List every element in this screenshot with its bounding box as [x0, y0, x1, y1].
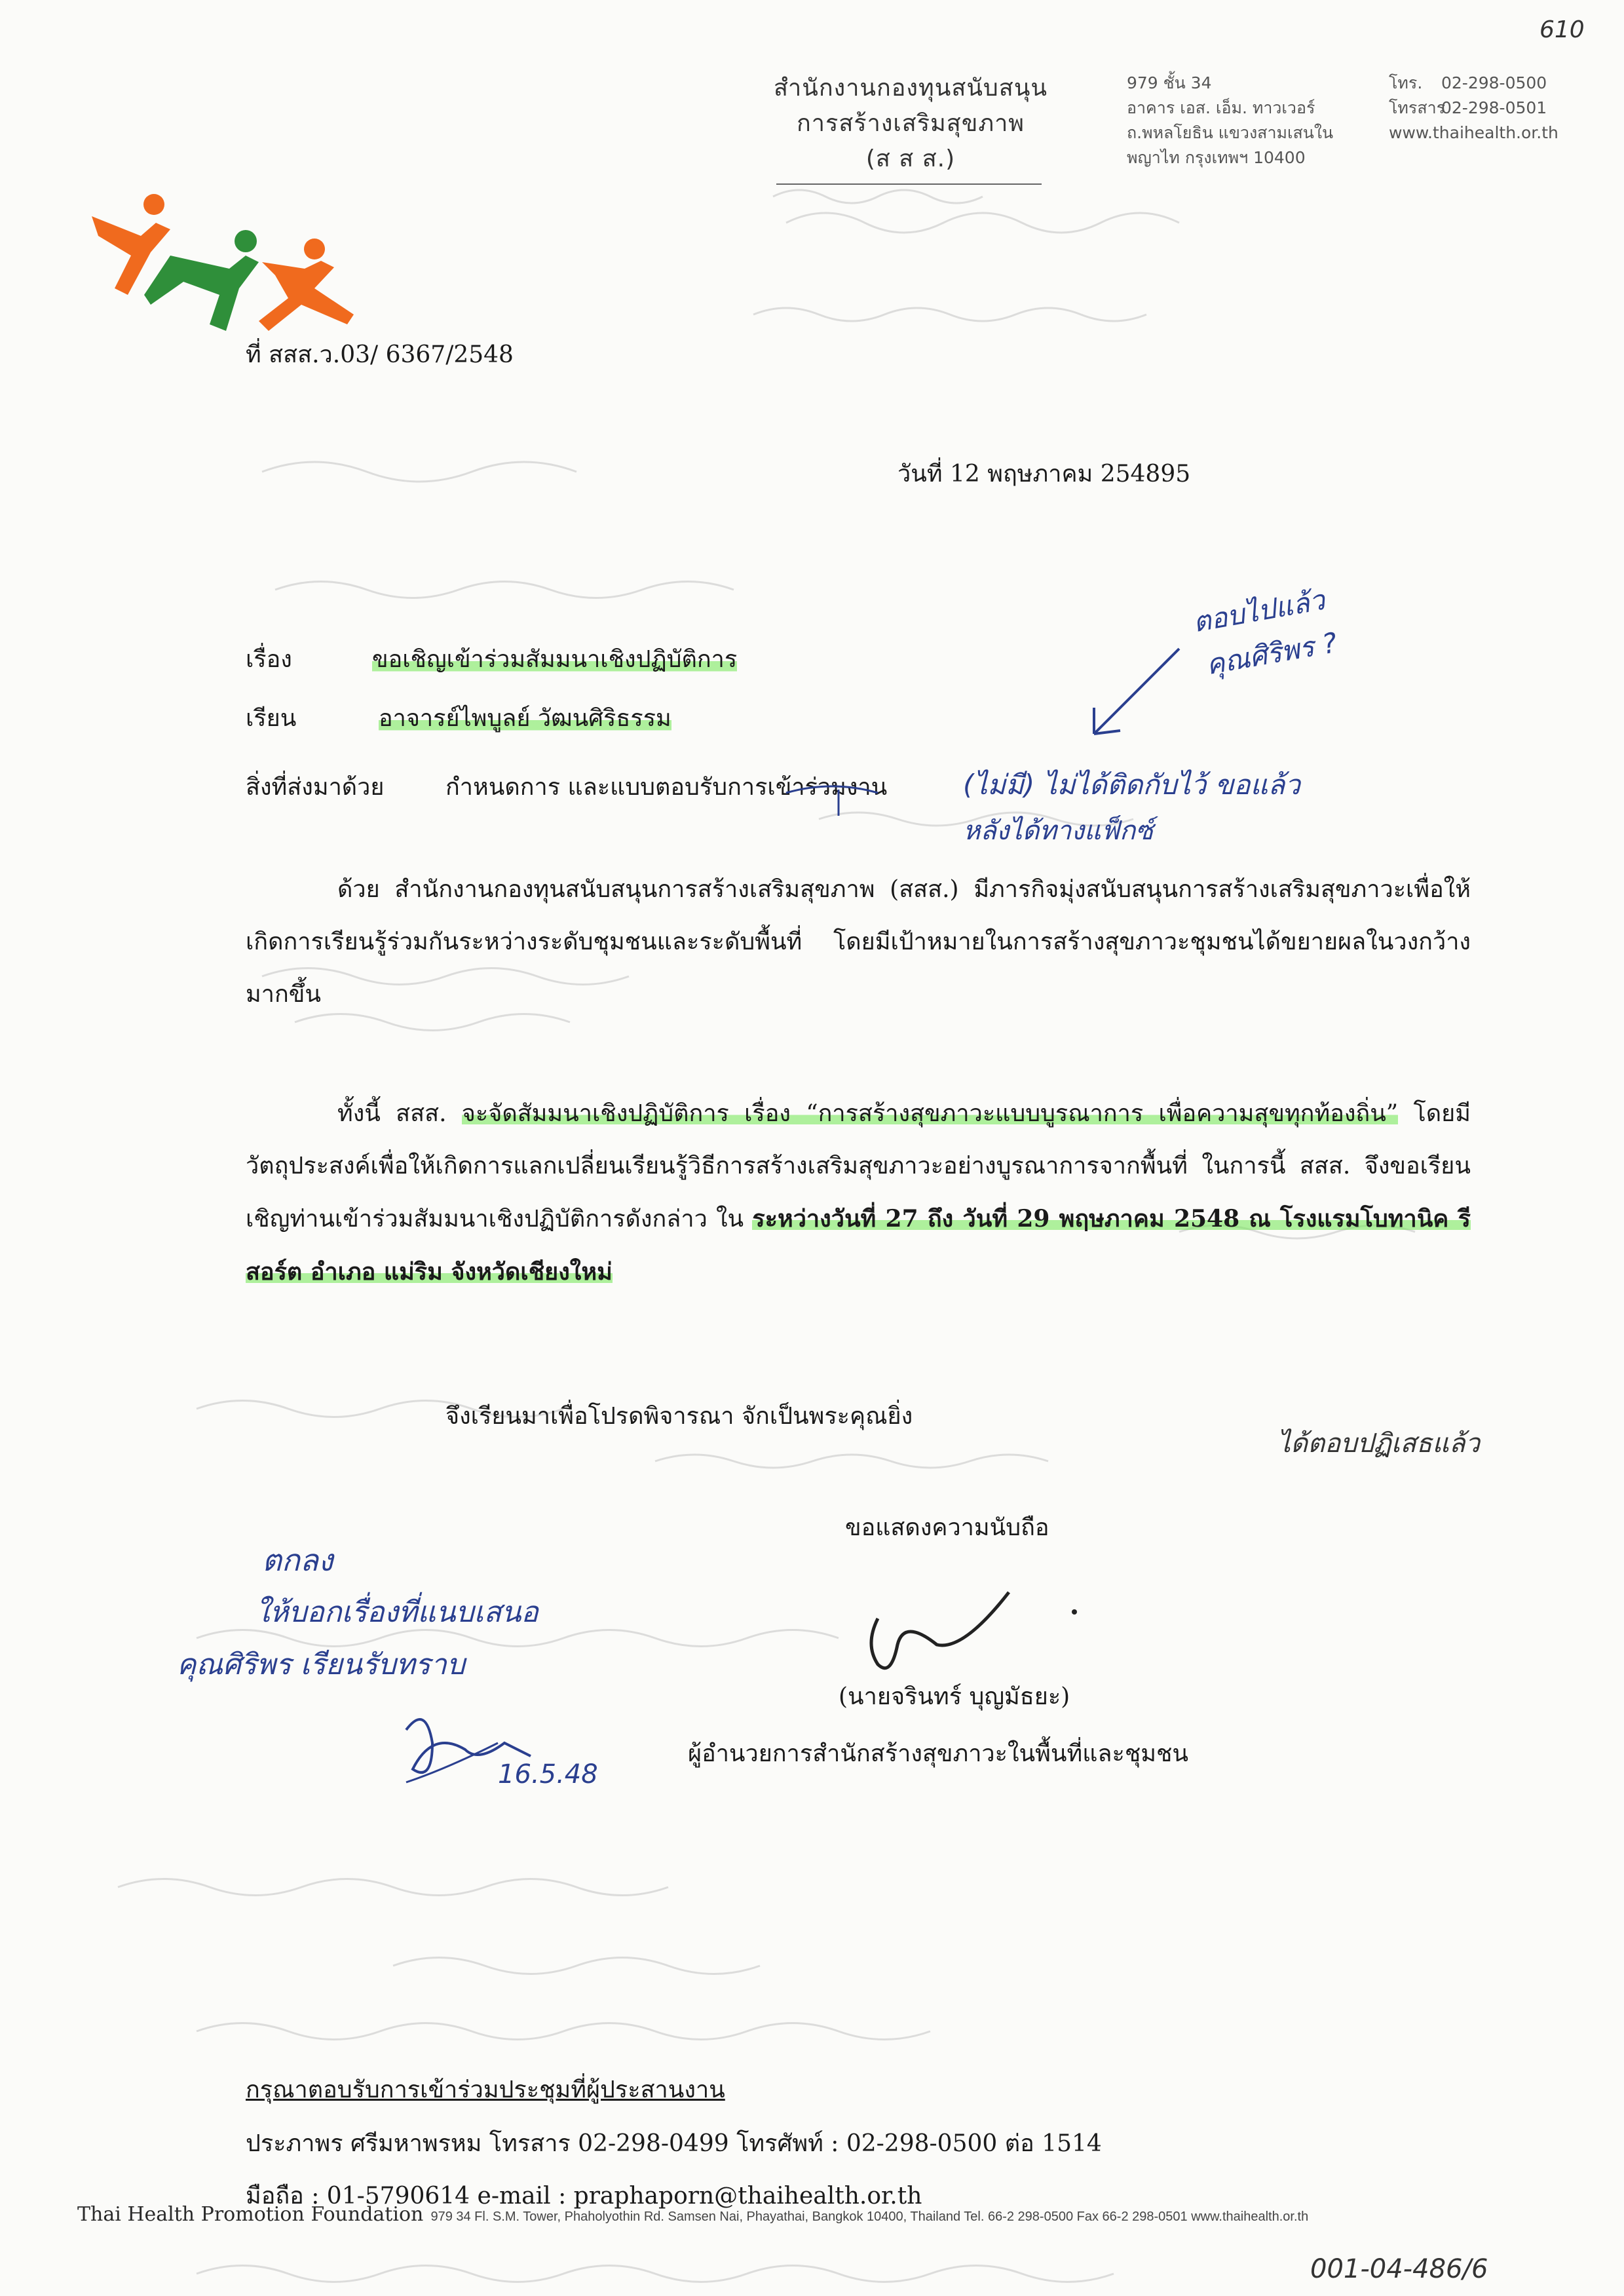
para2-purpose: โดยมีวัตถุประสงค์เพื่อให้เกิดการแลกเปลี่ยนเรียนรู้วิธีการสร้างเสริมสุขภาวะอย่างบูรณาการจากพื้นที่ ในการนี้ สสส. จึงขอเรียนเชิญท่านเข้าร่วมสัมมนาเชิงปฏิบัติการดังกล่าว ใน: [246, 1100, 1471, 1233]
handwritten-note-left-3: คุณศิริพร เรียนรับทราบ: [177, 1648, 465, 1681]
reference-number: ที่ สสส.ว.03/ 6367/2548: [246, 341, 514, 368]
reply-heading: กรุณาตอบรับการเข้าร่วมประชุมที่ผู้ประสานงาน: [246, 2076, 725, 2103]
para2-event-title: จะจัดสัมมนาเชิงปฏิบัติการ เรื่อง “การสร้างสุขภาวะแบบบูรณาการ เพื่อความสุขทุกท้องถิ่น”: [461, 1100, 1399, 1127]
handwritten-date: 16.5.48: [498, 1759, 598, 1789]
paragraph-1: ด้วย สำนักงานกองทุนสนับสนุนการสร้างเสริมสุขภาพ (สสส.) มีภารกิจมุ่งสนับสนุนการสร้างเสริมสุขภาวะเพื่อให้เกิดการเรียนรู้ร่วมกันระหว่างระดับชุมชนและระดับพื้นที่ โดยมีเป้าหมายในการสร้างสุขภาวะชุมชนได้ขยายผลในวงกว้างมากขึ้น: [246, 876, 1471, 1008]
fax-label: โทรสาร: [1389, 98, 1446, 117]
fax-number: 02-298-0501: [1441, 98, 1547, 117]
address-line-1: 979 ชั้น 34: [1127, 73, 1212, 92]
para2-intro: ทั้งนี้ สสส.: [337, 1100, 462, 1127]
org-line-3: (ส ส ส.): [865, 145, 956, 172]
para2-event-date-venue: ระหว่างวันที่ 27 ถึง วันที่ 29 พฤษภาคม 2548 ณ โรงแรมโบทานิค รีสอร์ต อำเภอ แม่ริม จังหวัดเชียงใหม่: [246, 1205, 1471, 1286]
recipient-name: อาจารย์ไพบูลย์ วัฒนศิริธรรม: [379, 705, 671, 732]
org-line-2: การสร้างเสริมสุขภาพ: [796, 110, 1025, 137]
handwritten-note-top-2: คุณศิริพร ?: [1203, 626, 1340, 681]
subject-label: เรื่อง: [246, 646, 292, 673]
regards: ขอแสดงความนับถือ: [845, 1514, 1049, 1541]
footer-details: 979 34 Fl. S.M. Tower, Phaholyothin Rd. Samsen Nai, Phayathai, Bangkok 10400, Thailand Tel. 66-2 298-0500 Fax 66-2 298-0501 www.thaihealth.or.th: [430, 2210, 1309, 2224]
handwritten-page-number: 610: [1539, 16, 1585, 43]
footer-brand: Thai Health Promotion Foundation: [77, 2203, 424, 2226]
recipient-label: เรียน: [246, 705, 297, 732]
handwritten-note-right: ได้ตอบปฏิเสธแล้ว: [1277, 1428, 1480, 1459]
enclosure-label: สิ่งที่ส่งมาด้วย: [246, 774, 385, 801]
handwritten-note-top-1: ตอบไปแล้ว: [1190, 583, 1327, 639]
address-line-2: อาคาร เอส. เอ็ม. ทาวเวอร์: [1127, 98, 1315, 117]
handwritten-note-enclosure-1: (ไม่มี) ไม่ได้ติดกับไว้ ขอแล้ว: [963, 769, 1300, 801]
signer-position: ผู้อำนวยการสำนักสร้างสุขภาวะในพื้นที่และชุมชน: [688, 1740, 1189, 1767]
address-line-3: ถ.พหลโยธิน แขวงสามเสนใน: [1127, 123, 1334, 142]
letter-date: วันที่ 12 พฤษภาคม 254895: [897, 461, 1191, 488]
tel-label: โทร.: [1389, 73, 1423, 92]
website: www.thaihealth.or.th: [1389, 123, 1558, 142]
closing-sentence: จึงเรียนมาเพื่อโปรดพิจารณา จักเป็นพระคุณยิ่ง: [445, 1403, 913, 1430]
handwritten-note-left-2: ให้บอกเรื่องที่แนบเสนอ: [255, 1596, 538, 1629]
tel-number: 02-298-0500: [1441, 73, 1547, 92]
reply-contact-phone: ประภาพร ศรีมหาพรหม โทรสาร 02-298-0499 โทรศัพท์ : 02-298-0500 ต่อ 1514: [246, 2130, 1102, 2157]
address-line-4: พญาไท กรุงเทพฯ 10400: [1127, 148, 1306, 167]
handwritten-note-left-1: ตกลง: [262, 1542, 333, 1578]
reply-contact-email: มือถือ : 01-5790614 e-mail : praphaporn@thaihealth.or.th: [246, 2183, 922, 2210]
handwritten-note-enclosure-2: หลังได้ทางแฟ็กซ์: [963, 816, 1154, 846]
signer-name: (นายจรินทร์ บุญมัธยะ): [839, 1683, 1070, 1710]
org-line-1: สำนักงานกองทุนสนับสนุน: [774, 75, 1048, 102]
enclosure-text: กำหนดการ และแบบตอบรับการเข้าร่วมงาน: [445, 774, 888, 801]
subject-text: ขอเชิญเข้าร่วมสัมมนาเชิงปฏิบัติการ: [372, 646, 738, 673]
handwritten-document-number: 001-04-486/6: [1310, 2254, 1488, 2284]
